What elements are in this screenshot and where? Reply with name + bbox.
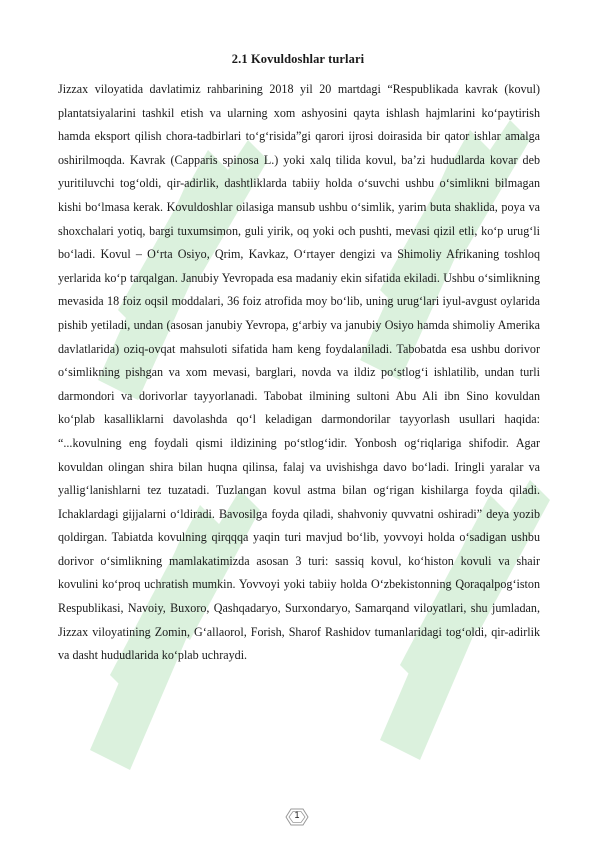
- section-title: 2.1 Kovuldoshlar turlari: [231, 52, 365, 66]
- body-paragraph: Jizzax viloyatida davlatimiz rahbarining 2018 yil 20 martdagi “Respublikada kavrak (kovul) plantatsiyalarini tashkil etish va ularning xom ashyosini qayta ishlash hajmlarini ko‘paytirish hamda eksport qilish chora-tadbirlari to‘g‘risida”gi qarori ijrosi doirasida bir qator ishlar amalga oshirilmoqda. Kavrak (Capparis spinosa L.) yoki xalq tilida kovul, ba’zi hududlarda kovar deb yuritiluvchi tog‘oldi, qir-adirlik, dashtliklarda tabiiy holda o‘suvchi ushbu o‘simlikni bilmagan kishi bo‘lmasa kerak. Kovuldoshlar oilasiga mansub ushbu o‘simlik, yarim buta shaklida, poya va shoxchalari yotiq, bargi tuxumsimon, guli yirik, oq yoki och pushti, mevasi qizil etli, ko‘p urug‘li bo‘ladi. Kovul – O‘rta Osiyo, Qrim, Kavkaz, O‘rtayer dengizi va Shimoliy Afrikaning toshloq yerlarida ko‘p tarqalgan. Janubiy Yevropada esa madaniy ekin sifatida ekiladi. Ushbu o‘simlikning mevasida 18 foiz oqsil moddalari, 36 foiz atrofida moy bo‘lib, uning urug‘lari iyul-avgust oylarida pishib yetiladi, undan (asosan janubiy Yevropa, g‘arbiy va janubiy Osiyo hamda shimoliy Amerika davlatlarida) oziq-ovqat mahsuloti sifatida ham keng foydalaniladi. Tabobatda esa ushbu dorivor o‘simlikning pishgan va xom mevasi, barglari, novda va ildiz po‘stlog‘i ishlatilib, undan turli darmondori va dorivorlar tayyorlanadi. Tabobat ilmining sultoni Abu Ali ibn Sino kovuldan ko‘plab kasalliklarni davolashda qo‘l keladigan darmondorilar tayyorlash usullari haqida: “...kovulning eng foydali qismi ildizining po‘stlog‘idir. Yonbosh og‘riqlariga shifodir. Agar kovuldan olingan shira bilan huqna qilinsa, falaj va uvishishga davo bo‘ladi. Iringli yaralar va yallig‘lanishlarni tez tuzatadi. Tuzlangan kovul astma bilan og‘rigan kishilarga foyda qiladi. Ichaklardagi gijjalarni o‘ldiradi. Bavosilga foyda qiladi, shahvoniy quvvatni oshiradi” deya yozib qoldirgan. Tabiatda kovulning qirqqqa yaqin turi mavjud bo‘lib, yovvoyi holda o‘sadigan ushbu dorivor o‘simlikning mamlakatimizda asosan 3 turi: sassiq kovul, ko‘histon kovuli va shair kovulini ko‘proq uchratish mumkin. Yovvoyi yoki tabiiy holda O‘zbekistonning Qoraqalpog‘iston Respublikasi, Navoiy, Buxoro, Qashqadaryo, Surxondaryo, Samarqand viloyatlari, shu jumladan, Jizzax viloyatining Zomin, G‘allaorol, Forish, Sharof Rashidov tumanlaridagi tog‘oldi, qir-adirlik va dasht hududlarida ko‘plab uchraydi.: [58, 82, 540, 663]
- page-number-badge: [283, 806, 311, 828]
- page-number: 1: [294, 810, 300, 820]
